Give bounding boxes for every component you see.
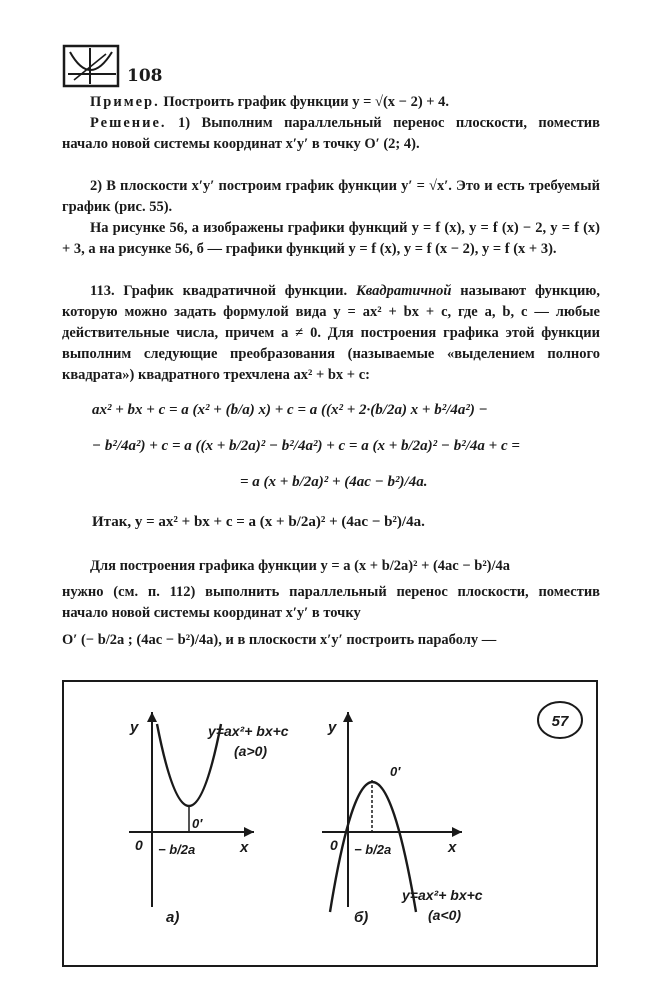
graph-a-caption: а) <box>166 909 180 926</box>
graph-b-x-tick: − b/2a <box>354 842 392 857</box>
para2-rest: нужно (см. п. 112) выполнить параллельный перенос плоскости, поместив начало новой системы координат x′y′ в точку <box>62 584 600 621</box>
section-paragraph <box>62 281 600 386</box>
graph-b-x-arrow <box>452 827 462 837</box>
solution-step1 <box>62 113 600 155</box>
para2-start: Для построения графика функции y = a (x + b/2a)² + (4ac − b²)/4a <box>90 558 511 574</box>
graph-a-x-label: x <box>240 839 249 856</box>
graph-b-origin: 0 <box>330 837 338 853</box>
page-number: 108 <box>127 66 163 86</box>
graph-a-x-tick: − b/2a <box>158 842 196 857</box>
equation-line-2: − b²/4a²) + c = a ((x + b/2a)² − b²/4a²) + c = a (x + b/2a)² − b²/4a + c = <box>92 438 520 454</box>
para2-end: O′ (− b/2a ; (4ac − b²)/4a), и в плоскости x′y′ построить параболу — <box>62 632 497 648</box>
example-text: Построить график функции y = √(x − 2) + 4. <box>163 94 450 110</box>
graph-b <box>322 712 483 926</box>
graph-sketch-icon <box>62 44 120 88</box>
equation-line-1: ax² + bx + c = a (x² + (b/a) x) + c = a ((x² + 2·(b/2a) x + b²/4a²) − <box>92 402 488 418</box>
graph-a-x-arrow <box>244 827 254 837</box>
solution-label: Решение. <box>90 115 167 131</box>
section-heading: 113. График квадратичной функции. <box>90 283 348 299</box>
graph-b-condition: (a<0) <box>428 907 462 923</box>
summary-formula: Итак, y = ax² + bx + c = a (x + b/2a)² + (4ac − b²)/4a. <box>92 514 425 530</box>
graph-a-origin: 0 <box>135 837 143 853</box>
graph-b-caption: б) <box>354 909 369 926</box>
figure-57 <box>62 680 598 967</box>
solution-step3: На рисунке 56, а изображены графики функций y = f (x), y = f (x) − 2, y = f (x) + 3, а на рисунке 56, б — графики функций y = f (x), y = f (x − 2), y = f (x + 3). <box>62 220 600 257</box>
graph-a-formula: y=ax²+ bx+c <box>208 723 289 739</box>
example-paragraph <box>62 92 600 113</box>
graph-b-vertex-label: 0′ <box>390 764 401 779</box>
graph-a-y-arrow <box>147 712 157 722</box>
solution-step2: 2) В плоскости x′y′ построим график функции y′ = √x′. Это и есть требуемый график (рис. 55). <box>62 178 600 215</box>
graph-b-y-label: y <box>328 719 337 736</box>
graph-a-y-label: y <box>130 719 139 736</box>
graph-b-y-arrow <box>343 712 353 722</box>
example-label: Пример. <box>90 94 160 110</box>
section-term: Квадратичной <box>355 283 452 299</box>
solution-step1-text: 1) Выполним параллельный перенос плоскости, поместив начало новой системы координат x′y′ в точку O′ (2; 4). <box>62 115 600 152</box>
graph-a-vertex-label: 0′ <box>192 816 203 831</box>
section-intro: называют функцию, которую можно задать формулой вида y = ax² + bx + c, где a, b, c — любые действительные числа, причем a ≠ 0. Для построения графика этой функции выполним следующие преобразования (называемые «выделением полного квадрата») квадратного трехчлена ax² + bx + c: <box>62 283 601 383</box>
graph-a <box>129 712 289 926</box>
figure-57-drawing <box>64 682 596 965</box>
graph-b-x-label: x <box>448 839 457 856</box>
graph-b-formula: y=ax²+ bx+c <box>402 887 483 903</box>
equation-line-3: = a (x + b/2a)² + (4ac − b²)/4a. <box>240 474 428 490</box>
figure-number: 57 <box>551 713 569 730</box>
graph-a-condition: (a>0) <box>234 743 268 759</box>
